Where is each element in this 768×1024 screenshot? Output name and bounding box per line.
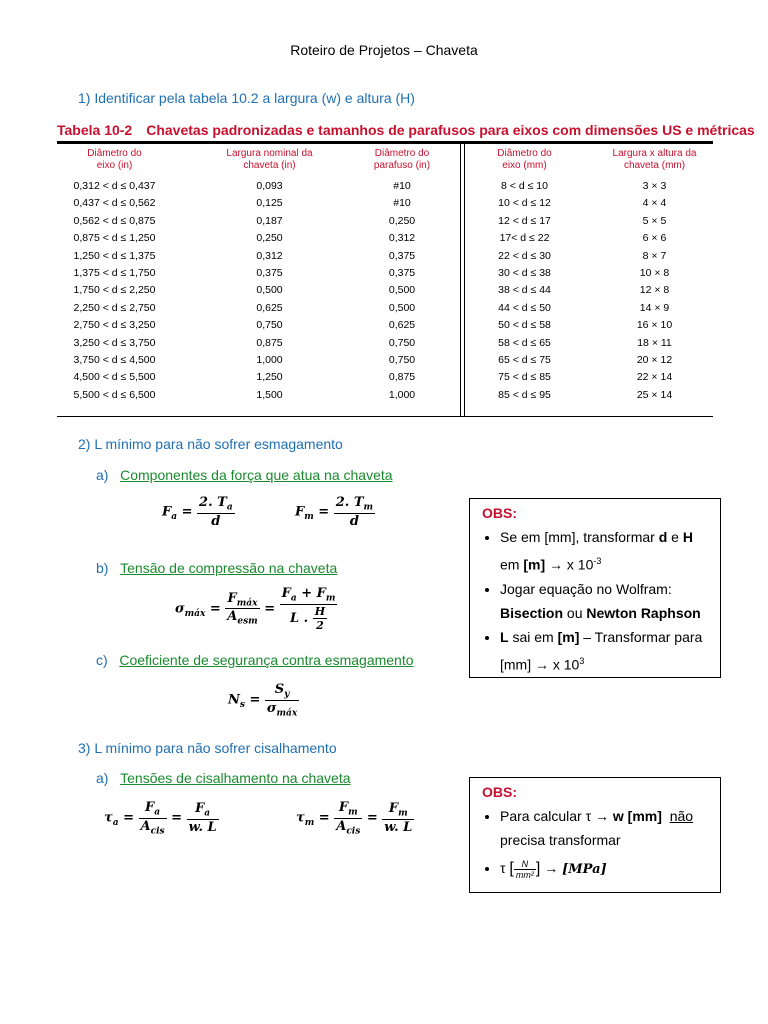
obs-1-item-1: • Se em [mm], transformar d e H em [m] → x $10^{-3}$	[500, 525, 720, 577]
step-3-heading: 3) L mínimo para não sofrer cisalhamento	[78, 740, 337, 756]
table-cell: 8 < d ≤ 10	[501, 180, 548, 192]
table-cell: 10 × 8	[639, 267, 670, 280]
table-cell: 44 < d ≤ 50	[498, 301, 551, 314]
table-cell: 4,500 < d ≤ 5,500	[73, 371, 156, 384]
table-cell: 3,250 < d ≤ 3,750	[73, 336, 156, 349]
table-cell: 38 < d ≤ 44	[498, 284, 551, 297]
table-cell: 0,312 < d ≤ 0,437	[73, 180, 156, 192]
column-shaft-diameter-mm	[467, 178, 582, 404]
table-cell: 1,375 < d ≤ 1,750	[73, 267, 156, 280]
table-cell: 30 < d ≤ 38	[498, 267, 551, 280]
step-3a-heading: a) Tensões de cisalhamento na chaveta	[96, 770, 351, 786]
table-cell: 0,500	[256, 284, 283, 297]
table-cell: 2,250 < d ≤ 2,750	[73, 301, 156, 314]
obs-1-item-2: • Jogar equação no Wolfram: Bisection ou Newton Raphson	[500, 577, 720, 625]
table-cell: 18 × 11	[637, 336, 672, 349]
table-cell: 0,250	[256, 232, 283, 245]
table-cell: 0,562 < d ≤ 0,875	[73, 214, 156, 227]
obs-box-1	[469, 498, 721, 678]
step-2a-heading: a) Componentes da força que atua na chaveta	[96, 467, 393, 483]
table-cell: 1,250 < d ≤ 1,375	[73, 249, 156, 262]
table-cell: 0,187	[256, 214, 283, 227]
step-1-heading: 1) Identificar pela tabela 10.2 a largura (w) e altura (H)	[78, 90, 415, 106]
table-cell: 0,375	[256, 267, 283, 280]
obs-1-item-3: • L sai em [m] – Transformar para [mm] → x $10^3$	[500, 625, 720, 677]
table-cell: 3 × 3	[642, 180, 667, 192]
table-cell: 4 × 4	[642, 197, 667, 210]
table-cell: 0,375	[388, 249, 416, 262]
table-cell: 3,750 < d ≤ 4,500	[73, 354, 156, 367]
table-cell: #10	[393, 180, 411, 192]
table-cell: 10 < d ≤ 12	[498, 197, 551, 210]
step-2c-heading: c) Coeficiente de segurança contra esmagamento	[96, 652, 414, 668]
formula-sigma-max: $\sigma_{máx}$ = $\frac{F_{máx}}{A_{esm}}$ = $F_a + F_m$ L . $\frac{H}{2}$	[175, 586, 336, 632]
table-cell: 0,093	[256, 180, 283, 192]
column-key-size-mm	[597, 178, 712, 404]
table-cell: 0,312	[388, 232, 416, 245]
table-cell: 16 × 10	[636, 319, 673, 332]
table-cell: 0,750	[388, 354, 416, 367]
table-cell: 0,875	[388, 371, 416, 384]
formula-safety-factor: $N_s$ = $\frac{S_y}{\sigma_{máx}}$	[228, 682, 298, 719]
header-shaft-diameter-in: Diâmetro do eixo (in)	[87, 148, 142, 171]
formula-tau-a: $\tau_a$ = $\frac{F_a}{A_{cis}}$ = $\frac{F_a}{w. L}$	[104, 800, 217, 837]
table-cell: #10	[393, 197, 411, 210]
step-2-heading: 2) L mínimo para não sofrer esmagamento	[78, 436, 343, 452]
table-cell: 17< d ≤ 22	[499, 232, 550, 245]
table-cell: 58 < d ≤ 65	[498, 336, 551, 349]
table-cell: 12 < d ≤ 17	[498, 214, 551, 227]
header-screw-diameter-in: Diâmetro do parafuso (in)	[373, 148, 431, 171]
column-shaft-diameter-in	[57, 178, 172, 404]
table-cell: 1,750 < d ≤ 2,250	[73, 284, 156, 297]
table-caption	[57, 122, 755, 144]
obs-2-title: OBS:	[482, 784, 517, 800]
table-number: Tabela 10-2	[57, 122, 133, 138]
header-shaft-diameter-mm: Diâmetro do eixo (mm)	[497, 148, 552, 171]
column-key-width-in	[197, 178, 342, 404]
table-cell: 0,375	[388, 267, 416, 280]
table-cell: 0,625	[256, 301, 283, 314]
header-key-width-in: Largura nominal da chaveta (in)	[226, 148, 313, 171]
column-screw-diameter-in	[347, 178, 457, 404]
table-cell: 0,500	[388, 284, 416, 297]
table-cell: 0,875	[256, 336, 283, 349]
table-cell: 22 × 14	[636, 371, 673, 384]
obs-box-2	[469, 777, 721, 893]
formula-fa: $F_a$ = $\frac{2. T_a}{d}$	[162, 495, 233, 529]
table-cell: 6 × 6	[642, 232, 667, 245]
table-cell: 12 × 8	[639, 284, 670, 297]
table-cell: 0,750	[256, 319, 283, 332]
obs-2-item-1: • Para calcular τ → w [mm] não precisa transformar	[500, 804, 720, 852]
table-cell: 0,437 < d ≤ 0,562	[73, 197, 156, 210]
table-cell: 0,500	[388, 301, 416, 314]
table-cell: 65 < d ≤ 75	[498, 354, 551, 367]
table-cell: 14 × 9	[639, 301, 670, 314]
table-cell: 25 × 14	[636, 388, 673, 401]
obs-2-item-2: • τ [ $\frac{N}{\text{mm²}}$ ] → [MPa]	[500, 856, 720, 882]
table-cell: 0,250	[388, 214, 416, 227]
step-2b-heading: b) Tensão de compressão na chaveta	[96, 560, 338, 576]
key-size-table	[57, 122, 755, 417]
table-title: Chavetas padronizadas e tamanhos de parafusos para eixos com dimensões US e métricas	[146, 122, 755, 138]
table-cell: 1,500	[256, 388, 283, 401]
table-cell: 2,750 < d ≤ 3,250	[73, 319, 156, 332]
table-cell: 20 × 12	[636, 354, 673, 367]
formula-tau-m: $\tau_m$ = $\frac{F_m}{A_{cis}}$ = $\frac{F_m}{w. L}$	[296, 800, 413, 837]
table-cell: 0,875 < d ≤ 1,250	[73, 232, 156, 245]
table-cell: 85 < d ≤ 95	[498, 388, 551, 401]
obs-1-title: OBS:	[482, 505, 517, 521]
formula-fm: $F_m$ = $\frac{2. T_m}{d}$	[295, 495, 374, 529]
table-cell: 8 × 7	[642, 249, 667, 262]
table-cell: 0,125	[256, 197, 283, 210]
table-cell: 75 < d ≤ 85	[498, 371, 551, 384]
table-cell: 1,250	[256, 371, 283, 384]
table-cell: 0,750	[388, 336, 416, 349]
table-cell: 0,312	[256, 249, 283, 262]
table-cell: 5 × 5	[642, 214, 667, 227]
table-cell: 1,000	[256, 354, 283, 367]
table-cell: 50 < d ≤ 58	[498, 319, 551, 332]
table-cell: 0,625	[388, 319, 416, 332]
page-title: Roteiro de Projetos – Chaveta	[290, 42, 478, 58]
table-cell: 1,000	[388, 388, 416, 401]
table-cell: 5,500 < d ≤ 6,500	[73, 388, 156, 401]
header-key-size-mm: Largura x altura da chaveta (mm)	[612, 148, 697, 171]
table-cell: 22 < d ≤ 30	[498, 249, 551, 262]
